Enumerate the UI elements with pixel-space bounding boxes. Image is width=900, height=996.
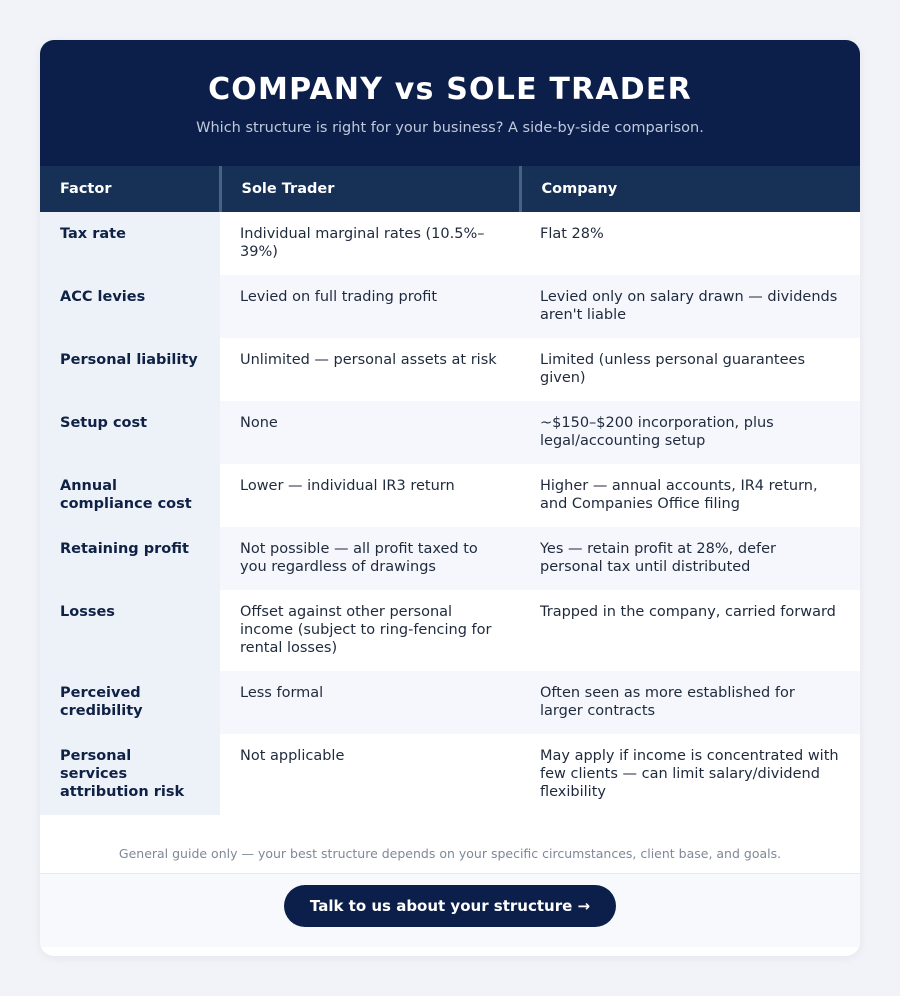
factor-cell: Losses: [40, 590, 220, 671]
company-cell: Higher — annual accounts, IR4 return, and Companies Office filing: [520, 464, 860, 527]
table-row: [40, 590, 860, 671]
disclaimer-note: General guide only — your best structure depends on your specific circumstances, client base, and goals.: [118, 846, 782, 861]
factor-cell: Personal services attribution risk: [40, 734, 220, 815]
column-header-company: Company: [520, 166, 860, 212]
talk-to-us-button[interactable]: Talk to us about your structure →: [284, 885, 616, 927]
company-cell: Limited (unless personal guarantees given): [520, 338, 860, 401]
sole-trader-cell: None: [220, 401, 520, 464]
sole-trader-cell: Not possible — all profit taxed to you regardless of drawings: [220, 527, 520, 590]
sole-trader-cell: Less formal: [220, 671, 520, 734]
factor-cell: Perceived credibility: [40, 671, 220, 734]
sole-trader-cell: Not applicable: [220, 734, 520, 815]
sole-trader-cell: Unlimited — personal assets at risk: [220, 338, 520, 401]
sole-trader-cell: Lower — individual IR3 return: [220, 464, 520, 527]
factor-cell: Setup cost: [40, 401, 220, 464]
table-row: [40, 212, 860, 275]
sole-trader-cell: Individual marginal rates (10.5%–39%): [220, 212, 520, 275]
table-row: [40, 671, 860, 734]
company-cell: ~$150–$200 incorporation, plus legal/accounting setup: [520, 401, 860, 464]
table-row: [40, 464, 860, 527]
company-cell: Trapped in the company, carried forward: [520, 590, 860, 671]
table-row: [40, 275, 860, 338]
table-row: [40, 527, 860, 590]
column-header-factor: Factor: [40, 166, 220, 212]
table-row: [40, 734, 860, 815]
company-cell: Yes — retain profit at 28%, defer personal tax until distributed: [520, 527, 860, 590]
factor-cell: Annual compliance cost: [40, 464, 220, 527]
company-cell: May apply if income is concentrated with few clients — can limit salary/dividend flexibility: [520, 734, 860, 815]
hero-header: [40, 40, 860, 166]
comparison-card: [40, 40, 860, 956]
factor-cell: Personal liability: [40, 338, 220, 401]
factor-cell: Retaining profit: [40, 527, 220, 590]
table-row: [40, 401, 860, 464]
table-header-row: [40, 166, 860, 212]
cta-footer: [40, 873, 860, 947]
page-title: COMPANY vs SOLE TRADER: [208, 72, 692, 107]
company-cell: Flat 28%: [520, 212, 860, 275]
company-cell: Often seen as more established for larger contracts: [520, 671, 860, 734]
sole-trader-cell: Offset against other personal income (subject to ring-fencing for rental losses): [220, 590, 520, 671]
page-subtitle: Which structure is right for your business? A side-by-side comparison.: [196, 120, 704, 136]
sole-trader-cell: Levied on full trading profit: [220, 275, 520, 338]
factor-cell: ACC levies: [40, 275, 220, 338]
factor-cell: Tax rate: [40, 212, 220, 275]
company-cell: Levied only on salary drawn — dividends aren't liable: [520, 275, 860, 338]
comparison-table: [40, 166, 860, 815]
table-row: [40, 338, 860, 401]
column-header-sole-trader: Sole Trader: [220, 166, 520, 212]
